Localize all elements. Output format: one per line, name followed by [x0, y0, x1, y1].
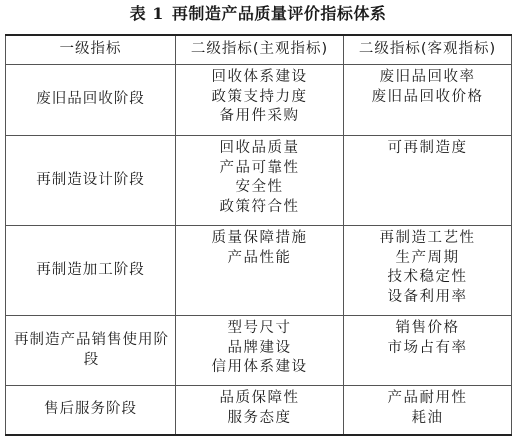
- subjective-cell: [176, 226, 344, 316]
- table-row: [6, 386, 512, 436]
- subjective-item: 政策支持力度: [211, 88, 308, 105]
- objective-item: 产品耐用性: [387, 390, 468, 406]
- objective-item: 废旧品回收率: [379, 69, 476, 85]
- header-subjective: 二级指标(主观指标): [176, 35, 344, 65]
- subjective-item: 服务态度: [227, 409, 292, 426]
- indicator-table: [5, 34, 512, 436]
- objective-item: 生产周期: [395, 249, 460, 266]
- stage-cell: 废旧品回收阶段: [6, 65, 176, 136]
- objective-cell: [344, 386, 512, 436]
- stage-cell: 售后服务阶段: [6, 386, 176, 436]
- stage-cell: 再制造产品销售使用阶段: [6, 316, 176, 386]
- table-number: 表 1: [129, 4, 164, 23]
- stage-cell: 再制造设计阶段: [6, 136, 176, 226]
- objective-cell: [344, 65, 512, 136]
- subjective-item: 型号尺寸: [227, 320, 292, 336]
- objective-item: 可再制造度: [387, 140, 468, 156]
- objective-item: 废旧品回收价格: [371, 88, 484, 105]
- objective-item: 设备利用率: [387, 288, 468, 305]
- objective-item: 技术稳定性: [387, 269, 468, 285]
- stage-cell: 再制造加工阶段: [6, 226, 176, 316]
- subjective-item: 产品性能: [227, 249, 292, 266]
- table-row: [6, 316, 512, 386]
- table-header-row: [6, 35, 512, 65]
- table-title: 再制造产品质量评价指标体系: [171, 4, 387, 23]
- objective-cell: [344, 136, 512, 226]
- subjective-item: 信用体系建设: [211, 359, 308, 375]
- objective-item: 销售价格: [395, 320, 460, 336]
- subjective-cell: [176, 386, 344, 436]
- table-row: [6, 136, 512, 226]
- table-caption: [0, 4, 516, 24]
- header-objective: 二级指标(客观指标): [344, 35, 512, 65]
- objective-cell: [344, 316, 512, 386]
- subjective-item: 品牌建设: [227, 339, 292, 356]
- subjective-item: 备用件采购: [219, 108, 300, 124]
- subjective-item: 回收品质量: [219, 140, 300, 156]
- subjective-item: 安全性: [235, 179, 284, 195]
- subjective-cell: [176, 65, 344, 136]
- subjective-cell: [176, 316, 344, 386]
- table-row: [6, 65, 512, 136]
- table-row: [6, 226, 512, 316]
- header-level-one: 一级指标: [6, 35, 176, 65]
- subjective-cell: [176, 136, 344, 226]
- subjective-item: 产品可靠性: [219, 159, 300, 176]
- objective-item: 市场占有率: [387, 339, 468, 356]
- objective-item: 耗油: [411, 409, 444, 426]
- subjective-item: 质量保障措施: [211, 230, 308, 246]
- subjective-item: 品质保障性: [219, 390, 300, 406]
- subjective-item: 政策符合性: [219, 198, 300, 215]
- objective-cell: [344, 226, 512, 316]
- objective-item: 再制造工艺性: [379, 230, 476, 246]
- subjective-item: 回收体系建设: [211, 69, 308, 85]
